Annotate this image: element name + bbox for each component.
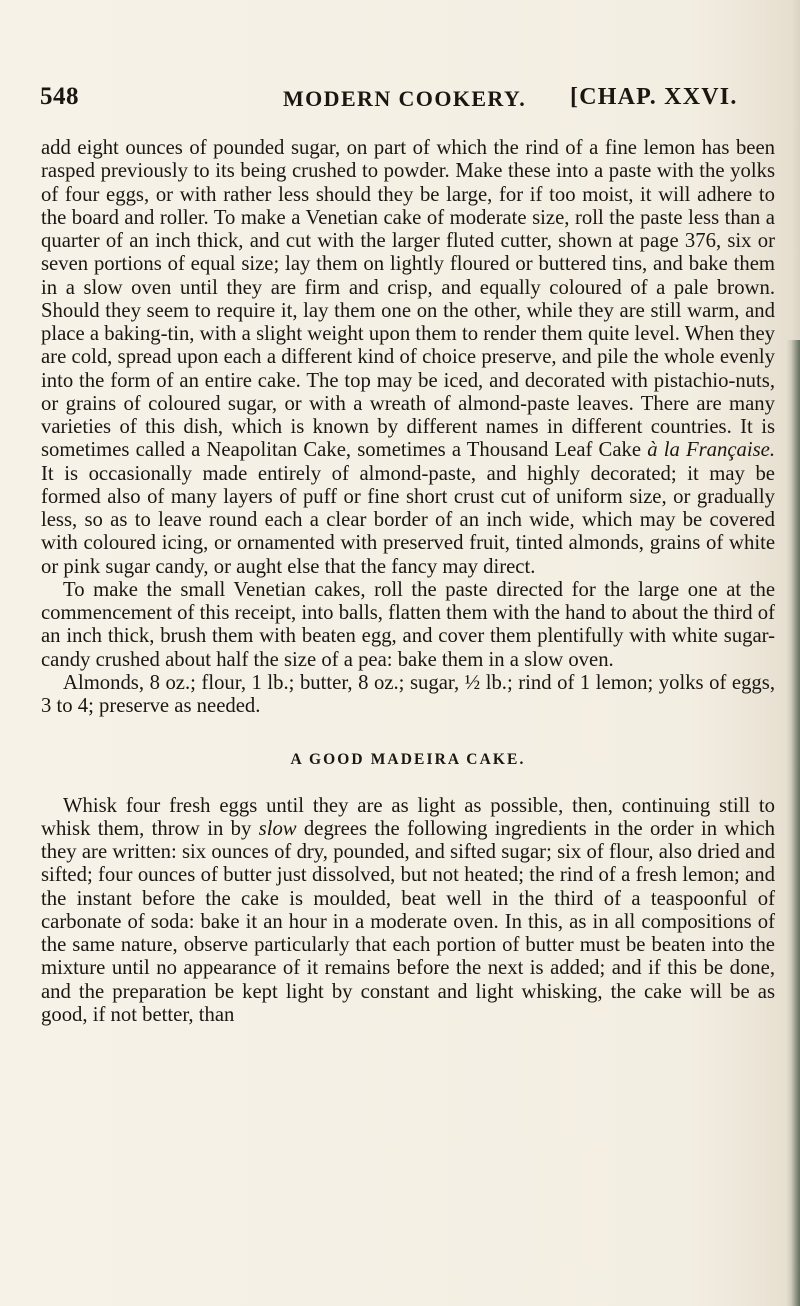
paragraph-ingredients-list — [41, 672, 775, 719]
running-head: MODERN COOKERY. — [283, 86, 527, 111]
paragraph-small-venetian-cakes — [41, 579, 775, 672]
page-edge-stain — [786, 340, 800, 1306]
page-body — [41, 137, 775, 1027]
paragraph-text: degrees the following ingredients in the order in which they are written: six ounces of dry, pounded, and sifted sugar; six of flour, also dried and sifted; four ounces of butter just dissolved, but not heated; the rind of a fresh lemon; and the instant before the cake is moulded, beat well in the third of a teaspoonful of carbonate of soda: bake it an hour in a moderate oven. In this, as in all compositions of the same nature, observe particularly that each portion of butter must be beaten into the mixture until no appearance of it remains before the next is added; and if this be done, and the preparation be kept light by constant and light whisking, the cake will be as good, if not better, than — [41, 817, 775, 1026]
paragraph-text: It is occasionally made entirely of almond-paste, and highly decorated; it may be formed also of many layers of puff or fine short crust cut of uniform size, or gradually less, so as to leave round each a clear border of an inch wide, which may be covered with coloured icing, or ornamented with preserved fruit, tinted almonds, grains of white or pink sugar candy, or aught else that the fancy may direct. — [41, 462, 775, 578]
italic-phrase: à la Française. — [647, 439, 775, 462]
paragraph-text: add eight ounces of pounded sugar, on part of which the rind of a fine lemon has been rasped previously to its being crushed to powder. Make these into a paste with the yolks of four eggs, or with rather less should they be large, for if too moist, it will adhere to the board and roller. To make a Venetian cake of moderate size, roll the paste less than a quarter of an inch thick, and cut with the larger fluted cutter, shown at page 376, six or seven portions of equal size; lay them on lightly floured or buttered tins, and bake them in a slow oven until they are firm and crisp, and equally coloured of a pale brown. Should they seem to require it, lay them one on the other, while they are still warm, and place a baking-tin, with a slight weight upon them to render them quite level. When they are cold, spread upon each a different kind of choice preserve, and pile the whole evenly into the form of an entire cake. The top may be iced, and decorated with pistachio-nuts, or grains of coloured sugar, or with a wreath of almond-paste leaves. There are many varieties of this dish, which is known by different names in different countries. It is sometimes called a Neapolitan Cake, sometimes a Thousand Leaf Cake — [41, 137, 775, 462]
chapter-label: [CHAP. XXVI. — [570, 84, 738, 110]
italic-word: slow — [258, 817, 297, 840]
paragraph-venetian-cake — [41, 137, 775, 579]
paragraph-text: Whisk four fresh eggs until they are as light as possible, then, continuing still to whisk them, throw in by — [41, 794, 775, 840]
paragraph-text: Almonds, 8 oz.; flour, 1 lb.; butter, 8 oz.; sugar, ½ lb.; rind of 1 lemon; yolks of eggs, 3 to 4; preserve as needed. — [41, 671, 775, 717]
page-number: 548 — [40, 83, 79, 110]
paragraph-madeira-cake — [41, 795, 775, 1028]
page-header — [40, 83, 774, 125]
paragraph-text: To make the small Venetian cakes, roll the paste directed for the large one at the commencement of this receipt, into balls, flatten them with the hand to about the third of an inch thick, brush them with beaten egg, and cover them plentifully with white sugar-candy crushed about half the size of a pea: bake them in a slow oven. — [41, 578, 775, 671]
section-title: A GOOD MADEIRA CAKE. — [290, 751, 526, 769]
